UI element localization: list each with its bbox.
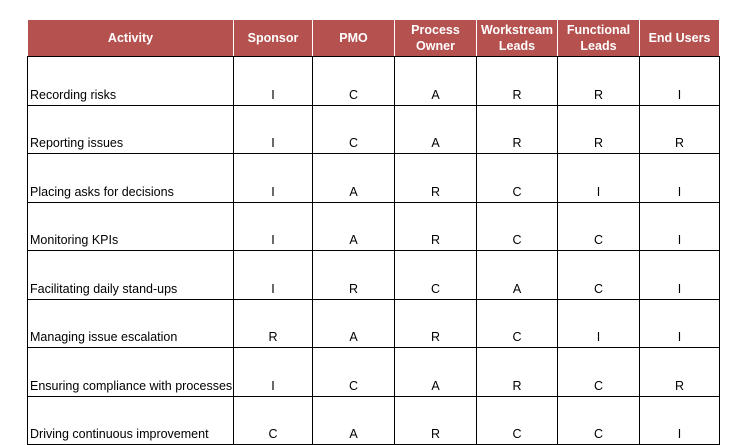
raci-cell-process-owner: A — [395, 348, 477, 397]
raci-cell-sponsor: I — [234, 348, 313, 397]
raci-cell-end-users: I — [640, 57, 720, 106]
raci-cell-pmo: A — [313, 299, 395, 348]
raci-cell-workstream-leads: R — [477, 57, 558, 106]
raci-cell-functional-leads: R — [558, 57, 640, 106]
raci-cell-process-owner: R — [395, 202, 477, 251]
raci-cell-workstream-leads: R — [477, 105, 558, 154]
raci-cell-functional-leads: C — [558, 348, 640, 397]
table-row — [28, 299, 720, 348]
table-row — [28, 154, 720, 203]
header-functional-leads: Functional Leads — [558, 20, 640, 57]
raci-cell-workstream-leads: C — [477, 396, 558, 445]
header-end-users: End Users — [640, 20, 720, 57]
table-row — [28, 202, 720, 251]
table-row — [28, 396, 720, 445]
raci-cell-workstream-leads: A — [477, 251, 558, 300]
table-row — [28, 57, 720, 106]
raci-cell-workstream-leads: C — [477, 154, 558, 203]
header-process-owner: Process Owner — [395, 20, 477, 57]
activity-cell: Reporting issues — [28, 105, 234, 154]
header-row — [28, 20, 720, 57]
raci-cell-workstream-leads: R — [477, 348, 558, 397]
raci-cell-pmo: C — [313, 57, 395, 106]
header-workstream-leads: Workstream Leads — [477, 20, 558, 57]
raci-cell-process-owner: R — [395, 396, 477, 445]
activity-cell: Monitoring KPIs — [28, 202, 234, 251]
raci-cell-end-users: R — [640, 105, 720, 154]
raci-cell-end-users: I — [640, 154, 720, 203]
raci-cell-sponsor: C — [234, 396, 313, 445]
raci-cell-workstream-leads: C — [477, 202, 558, 251]
header-sponsor: Sponsor — [234, 20, 313, 57]
raci-matrix-table — [27, 19, 720, 445]
raci-cell-end-users: I — [640, 251, 720, 300]
activity-cell: Recording risks — [28, 57, 234, 106]
raci-cell-end-users: I — [640, 202, 720, 251]
raci-cell-sponsor: I — [234, 154, 313, 203]
raci-cell-pmo: C — [313, 105, 395, 154]
raci-cell-pmo: A — [313, 396, 395, 445]
raci-cell-process-owner: R — [395, 154, 477, 203]
raci-cell-functional-leads: C — [558, 202, 640, 251]
header-activity: Activity — [28, 20, 234, 57]
raci-cell-functional-leads: C — [558, 251, 640, 300]
activity-cell: Ensuring compliance with processes — [28, 348, 234, 397]
raci-cell-process-owner: A — [395, 57, 477, 106]
raci-cell-end-users: R — [640, 348, 720, 397]
raci-cell-pmo: R — [313, 251, 395, 300]
raci-cell-sponsor: R — [234, 299, 313, 348]
raci-cell-pmo: A — [313, 202, 395, 251]
header-pmo: PMO — [313, 20, 395, 57]
raci-cell-functional-leads: C — [558, 396, 640, 445]
activity-cell: Placing asks for decisions — [28, 154, 234, 203]
raci-cell-process-owner: R — [395, 299, 477, 348]
raci-cell-sponsor: I — [234, 105, 313, 154]
raci-cell-sponsor: I — [234, 251, 313, 300]
activity-cell: Driving continuous improvement — [28, 396, 234, 445]
table-row — [28, 105, 720, 154]
activity-cell: Managing issue escalation — [28, 299, 234, 348]
raci-cell-functional-leads: I — [558, 154, 640, 203]
raci-cell-functional-leads: R — [558, 105, 640, 154]
table-header — [28, 20, 720, 57]
raci-cell-sponsor: I — [234, 57, 313, 106]
raci-cell-workstream-leads: C — [477, 299, 558, 348]
table-body — [28, 57, 720, 445]
raci-cell-pmo: A — [313, 154, 395, 203]
raci-cell-process-owner: C — [395, 251, 477, 300]
raci-cell-sponsor: I — [234, 202, 313, 251]
table-row — [28, 251, 720, 300]
raci-cell-functional-leads: I — [558, 299, 640, 348]
raci-cell-end-users: I — [640, 396, 720, 445]
table-row — [28, 348, 720, 397]
raci-cell-process-owner: A — [395, 105, 477, 154]
raci-cell-pmo: C — [313, 348, 395, 397]
activity-cell: Facilitating daily stand-ups — [28, 251, 234, 300]
raci-cell-end-users: I — [640, 299, 720, 348]
